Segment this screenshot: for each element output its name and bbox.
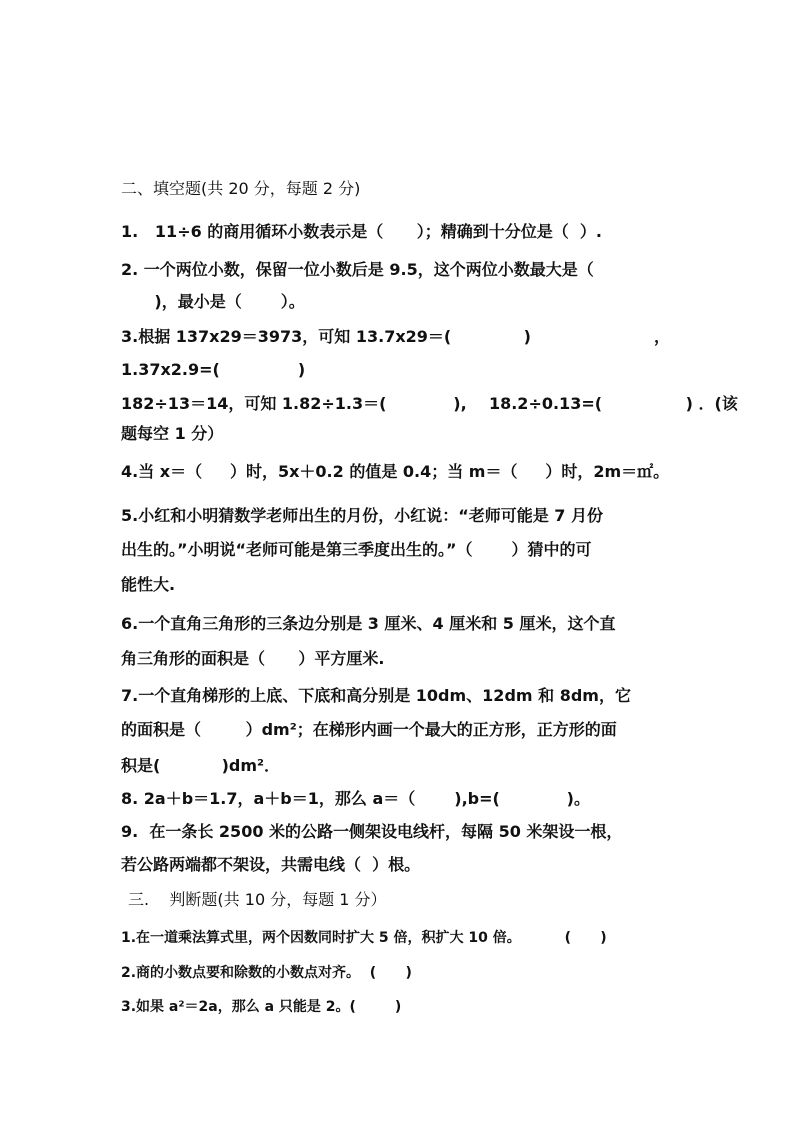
question-9-line-1: 9. 在一条长 2500 米的公路一侧架设电线杆，每隔 50 米架设一根， — [121, 822, 623, 841]
judgment-1-line: 1.在一道乘法算式里，两个因数同时扩大 5 倍，积扩大 10 倍。 ( ) — [121, 930, 607, 946]
section-3-heading: 三. 判断题(共 10 分，每题 1 分） — [128, 890, 387, 909]
section-2-heading: 二、填空题(共 20 分，每题 2 分) — [121, 179, 361, 198]
question-6-line-2: 角三角形的面积是（ ）平方厘米. — [121, 649, 385, 668]
question-1-line: 1. 11÷6 的商用循环小数表示是（ ）；精确到十分位是（ ）. — [121, 222, 602, 241]
question-2-line-1: 2. 一个两位小数，保留一位小数后是 9.5，这个两位小数最大是（ — [121, 260, 594, 279]
question-5-line-1: 5.小红和小明猜数学老师出生的月份，小红说：“老师可能是 7 月份 — [121, 506, 604, 525]
question-4-line: 4.当 x＝（ ）时，5x＋0.2 的值是 0.4；当 m＝（ ）时，2m＝㎡。 — [121, 462, 670, 481]
judgment-2-line: 2.商的小数点要和除数的小数点对齐。 ( ) — [121, 965, 412, 981]
question-8-line: 8. 2a＋b＝1.7，a＋b＝1，那么 a＝（ ),b=( )。 — [121, 789, 590, 808]
question-3-line-1: 3.根据 137x29＝3973，可知 13.7x29＝( ) — [121, 327, 531, 346]
question-5-line-3: 能性大. — [121, 575, 176, 594]
question-7-line-1: 7.一个直角梯形的上底、下底和高分别是 10dm、12dm 和 8dm，它 — [121, 686, 631, 705]
question-7-line-2: 的面积是（ ）dm²；在梯形内画一个最大的正方形，正方形的面 — [121, 720, 617, 739]
question-9-line-2: 若公路两端都不架设，共需电线（ ）根。 — [121, 855, 421, 874]
question-3-comma: ， — [654, 327, 671, 346]
question-2-line-2: )，最小是（ ）。 — [121, 292, 305, 311]
question-3-line-4: 题每空 1 分） — [121, 424, 224, 443]
question-3-line-3: 182÷13＝14，可知 1.82÷1.3＝( ), 18.2÷0.13=( ) ．(该 — [121, 394, 738, 413]
judgment-3-line: 3.如果 a²＝2a，那么 a 只能是 2。( ) — [121, 999, 402, 1015]
question-3-line-2: 1.37x2.9=( ) — [121, 360, 306, 379]
question-7-line-3: 积是( )dm²． — [121, 756, 281, 775]
question-6-line-1: 6.一个直角三角形的三条边分别是 3 厘米、4 厘米和 5 厘米，这个直 — [121, 614, 616, 633]
question-5-line-2: 出生的。”小明说“老师可能是第三季度出生的。”（ ）猜中的可 — [121, 540, 592, 559]
